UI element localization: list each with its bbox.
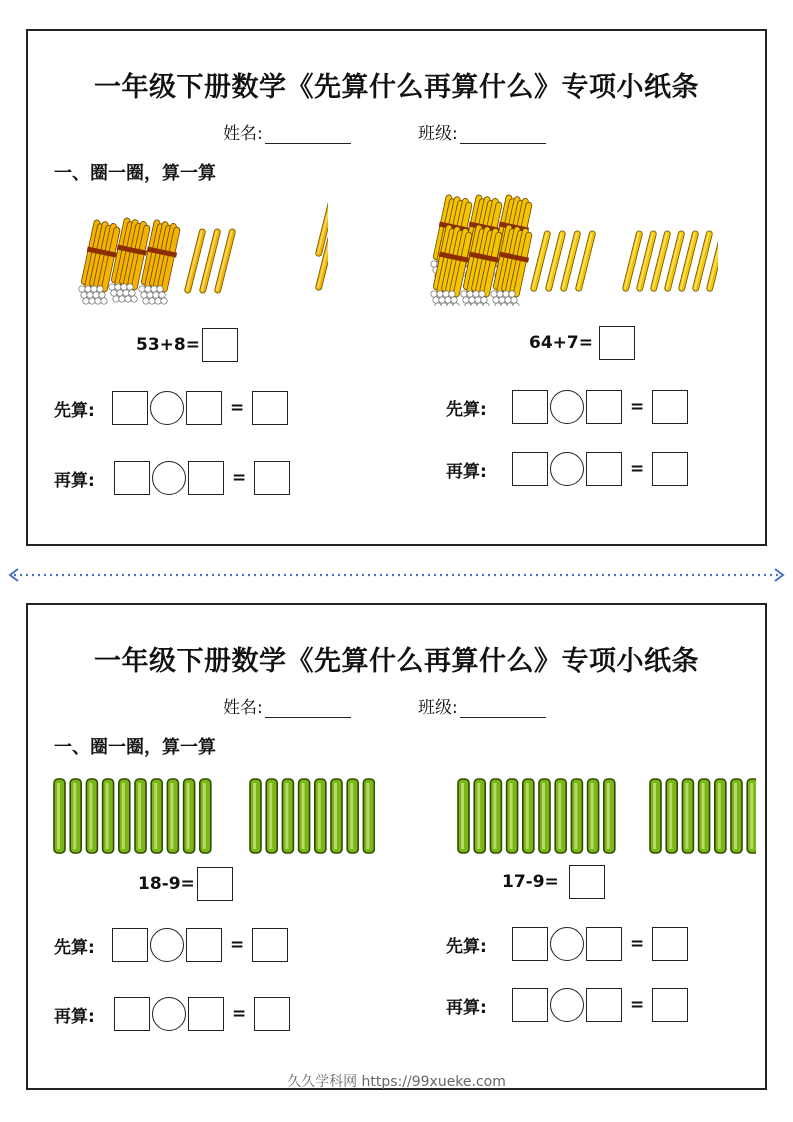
operand-box[interactable] — [186, 928, 222, 962]
first-step-row-1 — [54, 928, 288, 962]
second-step-row-2 — [446, 988, 688, 1022]
green-counting-stick — [666, 779, 677, 853]
operator-circle[interactable] — [550, 927, 584, 961]
green-counting-stick — [747, 779, 756, 853]
first-step-row-2 — [446, 927, 688, 961]
green-counting-stick — [331, 779, 342, 853]
result-box[interactable] — [652, 390, 688, 424]
green-counting-stick — [715, 779, 726, 853]
expression-text: 17-9= — [502, 872, 559, 892]
green-counting-stick — [135, 779, 146, 853]
operator-circle[interactable] — [152, 997, 186, 1031]
class-blank[interactable] — [460, 701, 546, 718]
second-step-row-2 — [446, 452, 688, 486]
operand-box[interactable] — [112, 928, 148, 962]
green-counting-stick — [250, 779, 261, 853]
green-counting-stick — [200, 779, 211, 853]
equals-sign: = — [630, 397, 645, 417]
green-counting-stick — [299, 779, 310, 853]
worksheet-card-1 — [26, 29, 767, 546]
second-step-row-1 — [54, 461, 290, 495]
operand-box[interactable] — [512, 927, 548, 961]
expression-text: 53+8= — [136, 335, 200, 355]
green-counting-stick — [184, 779, 195, 853]
expression-text: 64+7= — [529, 333, 593, 353]
first-step-row-1 — [54, 391, 288, 425]
operator-circle[interactable] — [150, 391, 184, 425]
worksheet-card-2 — [26, 603, 767, 1090]
class-blank[interactable] — [460, 127, 546, 144]
counting-sticks-illustration-3 — [50, 777, 375, 857]
operator-circle[interactable] — [152, 461, 186, 495]
green-counting-stick — [588, 779, 599, 853]
worksheet-title: 一年级下册数学《先算什么再算什么》专项小纸条 — [94, 646, 699, 677]
operand-box[interactable] — [188, 997, 224, 1031]
green-counting-stick — [539, 779, 550, 853]
footer-watermark: 久久学科网 https://99xueke.com — [287, 1074, 506, 1090]
green-counting-stick — [363, 779, 374, 853]
green-counting-stick — [650, 779, 661, 853]
operator-circle[interactable] — [550, 988, 584, 1022]
green-counting-stick — [474, 779, 485, 853]
answer-box[interactable] — [599, 326, 635, 360]
operand-box[interactable] — [114, 997, 150, 1031]
operand-box[interactable] — [586, 452, 622, 486]
second-step-label: 再算: — [446, 461, 487, 482]
equals-sign: = — [630, 934, 645, 954]
expression-1 — [138, 867, 233, 901]
green-counting-stick — [315, 779, 326, 853]
class-label: 班级: — [418, 124, 458, 144]
green-counting-stick — [282, 779, 293, 853]
green-counting-stick — [458, 779, 469, 853]
name-field[interactable] — [223, 119, 351, 144]
green-counting-stick — [523, 779, 534, 853]
operand-box[interactable] — [186, 391, 222, 425]
result-box[interactable] — [252, 391, 288, 425]
green-counting-stick — [699, 779, 710, 853]
worksheet-title: 一年级下册数学《先算什么再算什么》专项小纸条 — [94, 72, 699, 103]
equals-sign: = — [232, 1004, 247, 1024]
answer-box[interactable] — [197, 867, 233, 901]
second-step-label: 再算: — [54, 1006, 95, 1027]
green-counting-stick — [151, 779, 162, 853]
green-counting-stick — [347, 779, 358, 853]
cut-line-divider — [8, 567, 785, 583]
first-step-row-2 — [446, 390, 688, 424]
result-box[interactable] — [254, 461, 290, 495]
counting-sticks-illustration-2 — [408, 191, 718, 306]
operand-box[interactable] — [512, 452, 548, 486]
green-counting-stick — [555, 779, 566, 853]
green-counting-stick — [682, 779, 693, 853]
operand-box[interactable] — [586, 988, 622, 1022]
green-counting-stick — [119, 779, 130, 853]
operand-box[interactable] — [586, 927, 622, 961]
green-counting-stick — [571, 779, 582, 853]
green-counting-stick — [54, 779, 65, 853]
section-heading: 一、圈一圈，算一算 — [54, 737, 216, 758]
second-step-label: 再算: — [446, 997, 487, 1018]
name-label: 姓名: — [223, 698, 263, 718]
name-blank[interactable] — [265, 701, 351, 718]
expression-2 — [502, 865, 605, 899]
operand-box[interactable] — [188, 461, 224, 495]
green-counting-stick — [86, 779, 97, 853]
green-counting-stick — [103, 779, 114, 853]
first-step-label: 先算: — [54, 400, 95, 421]
answer-box[interactable] — [202, 328, 238, 362]
equals-sign: = — [630, 459, 645, 479]
first-step-label: 先算: — [446, 399, 487, 420]
result-box[interactable] — [652, 927, 688, 961]
answer-box[interactable] — [569, 865, 605, 899]
second-step-label: 再算: — [54, 470, 95, 491]
counting-sticks-illustration-1 — [58, 191, 328, 306]
expression-1 — [136, 328, 238, 362]
result-box[interactable] — [254, 997, 290, 1031]
green-counting-stick — [490, 779, 501, 853]
result-box[interactable] — [652, 988, 688, 1022]
operand-box[interactable] — [512, 390, 548, 424]
name-blank[interactable] — [265, 127, 351, 144]
operand-box[interactable] — [586, 390, 622, 424]
green-counting-stick — [70, 779, 81, 853]
green-counting-stick — [507, 779, 518, 853]
name-field[interactable] — [223, 693, 351, 718]
result-box[interactable] — [252, 928, 288, 962]
class-label: 班级: — [418, 698, 458, 718]
operand-box[interactable] — [512, 988, 548, 1022]
green-counting-stick — [731, 779, 742, 853]
green-counting-stick — [604, 779, 615, 853]
operator-circle[interactable] — [150, 928, 184, 962]
equals-sign: = — [232, 468, 247, 488]
section-heading: 一、圈一圈，算一算 — [54, 163, 216, 184]
equals-sign: = — [230, 398, 245, 418]
first-step-label: 先算: — [54, 937, 95, 958]
operator-circle[interactable] — [550, 390, 584, 424]
class-field[interactable] — [418, 693, 546, 718]
equals-sign: = — [230, 935, 245, 955]
operand-box[interactable] — [112, 391, 148, 425]
green-counting-stick — [167, 779, 178, 853]
second-step-row-1 — [54, 997, 290, 1031]
operand-box[interactable] — [114, 461, 150, 495]
expression-text: 18-9= — [138, 874, 195, 894]
green-counting-stick — [266, 779, 277, 853]
operator-circle[interactable] — [550, 452, 584, 486]
class-field[interactable] — [418, 119, 546, 144]
result-box[interactable] — [652, 452, 688, 486]
counting-sticks-illustration-4 — [450, 777, 756, 857]
expression-2 — [529, 326, 635, 360]
first-step-label: 先算: — [446, 936, 487, 957]
name-label: 姓名: — [223, 124, 263, 144]
equals-sign: = — [630, 995, 645, 1015]
